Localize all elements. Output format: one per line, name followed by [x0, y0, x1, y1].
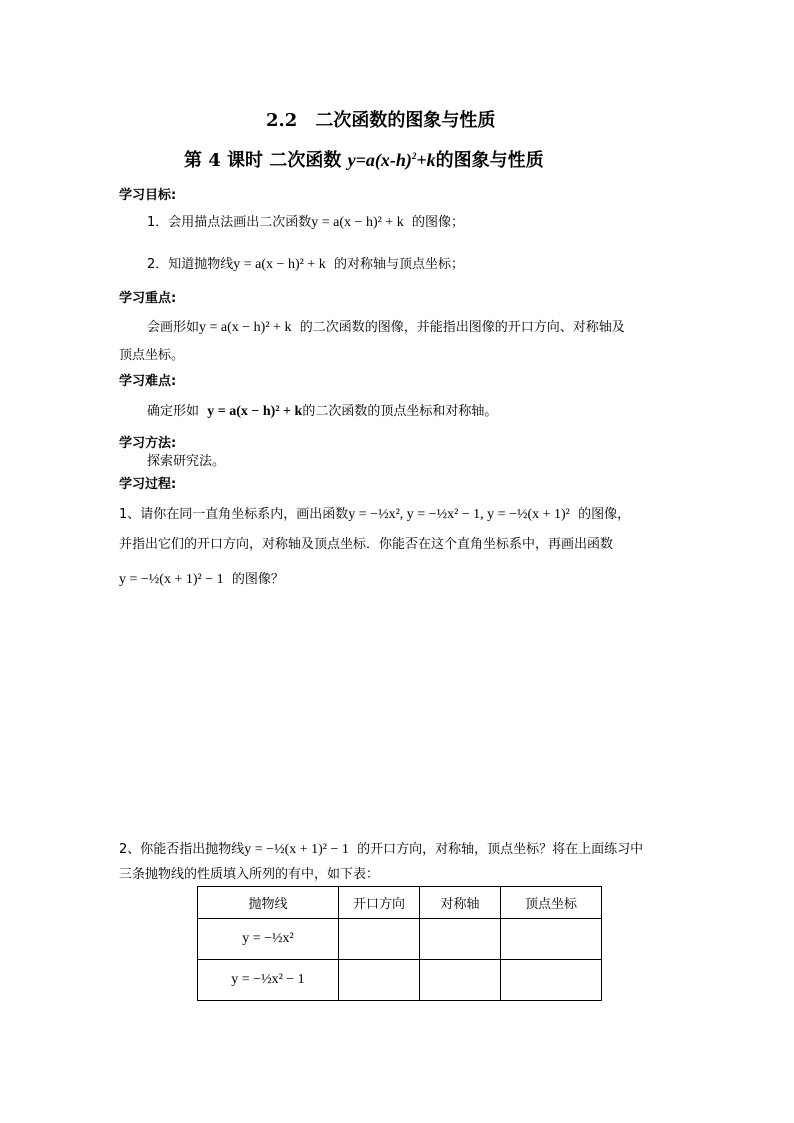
lesson-title-formula: $y=a(x-h)^2+k$: [347, 150, 436, 170]
row-1-axis-cell[interactable]: [420, 919, 501, 960]
lesson-title-prefix: 第 4 课时 二次函数: [184, 150, 348, 171]
row-2-parabola: [198, 960, 339, 1001]
q1-tail: 的图像，: [578, 507, 631, 522]
table-row: [198, 960, 602, 1001]
row-2-axis-cell[interactable]: [420, 960, 501, 1001]
section-difficulty: 学习难点:: [119, 374, 177, 389]
difficulty-tail: 的二次函数的顶点坐标和对称轴。: [302, 404, 498, 419]
formula-general-4: y = a(x − h)² + k: [207, 404, 303, 419]
goal-2-text: 2．知道抛物线: [147, 257, 234, 272]
formula-f2: y = −½x² − 1: [406, 507, 481, 522]
row-2-formula: y = −½x² − 1: [231, 972, 305, 987]
lesson-title-suffix: 的图象与性质: [435, 150, 544, 171]
key-line-2: 顶点坐标。: [119, 348, 185, 363]
formula-f1: y = −½x²: [348, 507, 400, 522]
q2-text: 2、你能否指出抛物线: [119, 842, 245, 857]
row-1-vertex-cell[interactable]: [501, 919, 602, 960]
goal-1: [147, 213, 464, 233]
row-1-opening-cell[interactable]: [339, 919, 420, 960]
formula-general-2: y = a(x − h)² + k: [233, 257, 326, 272]
row-2-vertex-cell[interactable]: [501, 960, 602, 1001]
question-1-line-3: [119, 570, 284, 590]
page-title: 2.2 二次函数的图象与性质: [266, 110, 496, 131]
q2-tail: 的开口方向，对称轴，顶点坐标？将在上面练习中: [357, 842, 644, 857]
row-2-opening-cell[interactable]: [339, 960, 420, 1001]
question-1-line-1: 1、请你在同一直角坐标系内，画出函数y = −½x², y = −½x² − 1, y = −½(x + 1)² 的图像，: [119, 507, 631, 522]
question-2-line-2: 三条抛物线的性质填入所列的有中，如下表：: [119, 867, 380, 882]
formula-general: y = a(x − h)² + k: [311, 215, 404, 230]
formula-f3: y = −½(x + 1)²: [487, 507, 570, 522]
table-row: [198, 919, 602, 960]
row-1-parabola: [198, 919, 339, 960]
lesson-title: [184, 146, 544, 172]
header-vertex: 顶点坐标: [501, 887, 602, 919]
section-process: 学习过程:: [119, 477, 177, 492]
goal-1-text: 1．会用描点法画出二次函数: [147, 215, 312, 230]
row-1-formula: y = −½x²: [242, 931, 294, 946]
key-tail: 的二次函数的图像，并能指出图像的开口方向、对称轴及: [299, 320, 625, 335]
section-goals: 学习目标:: [119, 188, 177, 203]
goal-1-tail: 的图像；: [411, 215, 464, 230]
goal-2: [147, 255, 464, 275]
section-method: 学习方法:: [119, 436, 177, 451]
difficulty-line: [147, 402, 497, 422]
formula-f4-q2: y = −½(x + 1)² − 1: [244, 842, 349, 857]
q1-line3-tail: 的图像？: [231, 572, 284, 587]
properties-table: [197, 886, 602, 1001]
method-text: 探索研究法。: [147, 454, 226, 469]
difficulty-text: 确定形如: [147, 404, 200, 419]
section-key: 学习重点:: [119, 291, 177, 306]
header-parabola: 抛物线: [198, 887, 339, 919]
formula-f4: y = −½(x + 1)² − 1: [119, 572, 224, 587]
header-opening: 开口方向: [339, 887, 420, 919]
header-axis: 对称轴: [420, 887, 501, 919]
question-2-line-1: [119, 840, 643, 860]
formula-general-3: y = a(x − h)² + k: [199, 320, 292, 335]
q1-text: 1、请你在同一直角坐标系内，画出函数: [119, 507, 349, 522]
goal-2-tail: 的对称轴与顶点坐标；: [333, 257, 464, 272]
table-header-row: [198, 887, 602, 919]
key-text: 会画形如: [147, 320, 200, 335]
question-1-line-2: 并指出它们的开口方向，对称轴及顶点坐标．你能否在这个直角坐标系中，再画出函数: [119, 537, 614, 552]
key-line-1: [147, 318, 625, 338]
